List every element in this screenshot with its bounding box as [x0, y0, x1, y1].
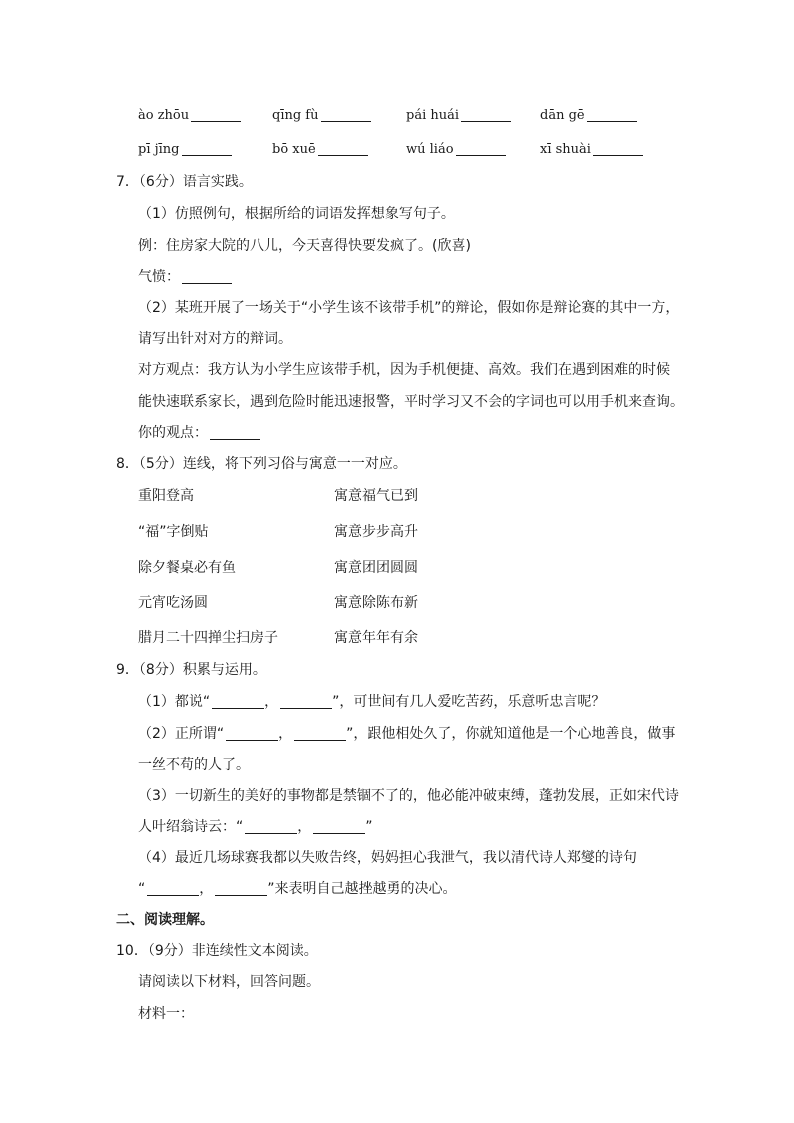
meaning-item[interactable]: 寓意团团圆圆	[334, 560, 418, 576]
answer-blank[interactable]	[182, 269, 232, 284]
answer-blank[interactable]	[191, 107, 241, 122]
q10-header: 10．（9分）非连续性文本阅读。	[116, 943, 318, 959]
q9-sentence-4: （4）最近几场球赛我都以失败告终，妈妈担心我泄气，我以清代诗人郑燮的诗句	[138, 850, 637, 866]
q9-sentence-4-cont: “ ， ”来表明自己越挫越勇的决心。	[138, 881, 457, 897]
answer-blank[interactable]	[147, 881, 199, 896]
answer-blank[interactable]	[294, 726, 346, 741]
answer-blank[interactable]	[461, 107, 511, 122]
answer-blank[interactable]	[215, 881, 267, 896]
pinyin-item: bō xuē	[272, 138, 368, 162]
answer-blank[interactable]	[212, 694, 264, 709]
q9-sentence-1: （1）都说“ ， ”，可世间有几人爱吃苦药，乐意听忠言呢？	[138, 694, 606, 710]
answer-blank[interactable]	[210, 425, 260, 440]
custom-item[interactable]: 除夕餐桌必有鱼	[138, 560, 236, 576]
answer-blank[interactable]	[245, 819, 297, 834]
pinyin-item: ào zhōu	[138, 104, 241, 128]
q10-instruction: 请阅读以下材料，回答问题。	[138, 974, 320, 990]
q9-sentence-2: （2）正所谓“ ， ”，跟他相处久了，你就知道他是一个心地善良，做事	[138, 726, 676, 742]
answer-blank[interactable]	[321, 107, 371, 122]
answer-blank[interactable]	[456, 141, 506, 156]
pinyin-item: qīng fù	[272, 104, 371, 128]
q9-header: 9．（8分）积累与运用。	[116, 662, 267, 678]
pinyin-item: wú liáo	[406, 138, 506, 162]
meaning-item[interactable]: 寓意除陈布新	[334, 595, 418, 611]
section-heading: 二、阅读理解。	[116, 912, 214, 928]
answer-blank[interactable]	[318, 141, 368, 156]
meaning-item[interactable]: 寓意年年有余	[334, 630, 418, 646]
q7-answer-label: 气愤：	[138, 269, 180, 285]
pinyin-item: pī jīng	[138, 138, 232, 162]
custom-item[interactable]: 腊月二十四掸尘扫房子	[138, 630, 278, 646]
custom-item[interactable]: “福”字倒贴	[138, 524, 209, 540]
custom-item[interactable]: 重阳登高	[138, 488, 194, 504]
q10-material-label: 材料一：	[138, 1006, 194, 1022]
q7-sub2-line2: 请写出针对对方的辩词。	[138, 331, 292, 347]
your-view-label: 你的观点：	[138, 425, 208, 441]
answer-blank[interactable]	[226, 726, 278, 741]
custom-item[interactable]: 元宵吃汤圆	[138, 595, 208, 611]
answer-blank[interactable]	[313, 819, 365, 834]
q7-example: 例：住房家大院的八儿，今天喜得快要发疯了。(欣喜)	[138, 238, 471, 254]
q9-sentence-3-cont: 人叶绍翁诗云：“ ， ”	[138, 819, 373, 835]
meaning-item[interactable]: 寓意步步高升	[334, 524, 418, 540]
q7-sub2-line1: （2）某班开展了一场关于“小学生该不该带手机”的辩论，假如你是辩论赛的其中一方，	[138, 300, 680, 316]
q7-answer-line	[138, 265, 232, 289]
q7-sub1: （1）仿照例句，根据所给的词语发挥想象写句子。	[138, 206, 455, 222]
q8-header: 8．（5分）连线，将下列习俗与寓意一一对应。	[116, 456, 407, 472]
pinyin-item: pái huái	[406, 104, 511, 128]
pinyin-item: xī shuài	[540, 138, 643, 162]
q7-opponent-line1: 对方观点：我方认为小学生应该带手机，因为手机便捷、高效。我们在遇到困难的时候	[138, 362, 670, 378]
pinyin-item: dān gē	[540, 104, 637, 128]
answer-blank[interactable]	[587, 107, 637, 122]
meaning-item[interactable]: 寓意福气已到	[334, 488, 418, 504]
q7-header: 7．（6分）语言实践。	[116, 174, 253, 190]
q9-sentence-3: （3）一切新生的美好的事物都是禁锢不了的，他必能冲破束缚，蓬勃发展，正如宋代诗	[138, 788, 679, 804]
pinyin-row-2	[0, 138, 794, 162]
answer-blank[interactable]	[593, 141, 643, 156]
answer-blank[interactable]	[182, 141, 232, 156]
q7-your-view	[138, 421, 260, 445]
pinyin-row-1	[0, 104, 794, 128]
q7-opponent-line2: 能快速联系家长，遇到危险时能迅速报警，平时学习又不会的字词也可以用手机来查询。	[138, 394, 684, 410]
answer-blank[interactable]	[280, 694, 332, 709]
q9-sentence-2-cont: 一丝不苟的人了。	[138, 757, 250, 773]
